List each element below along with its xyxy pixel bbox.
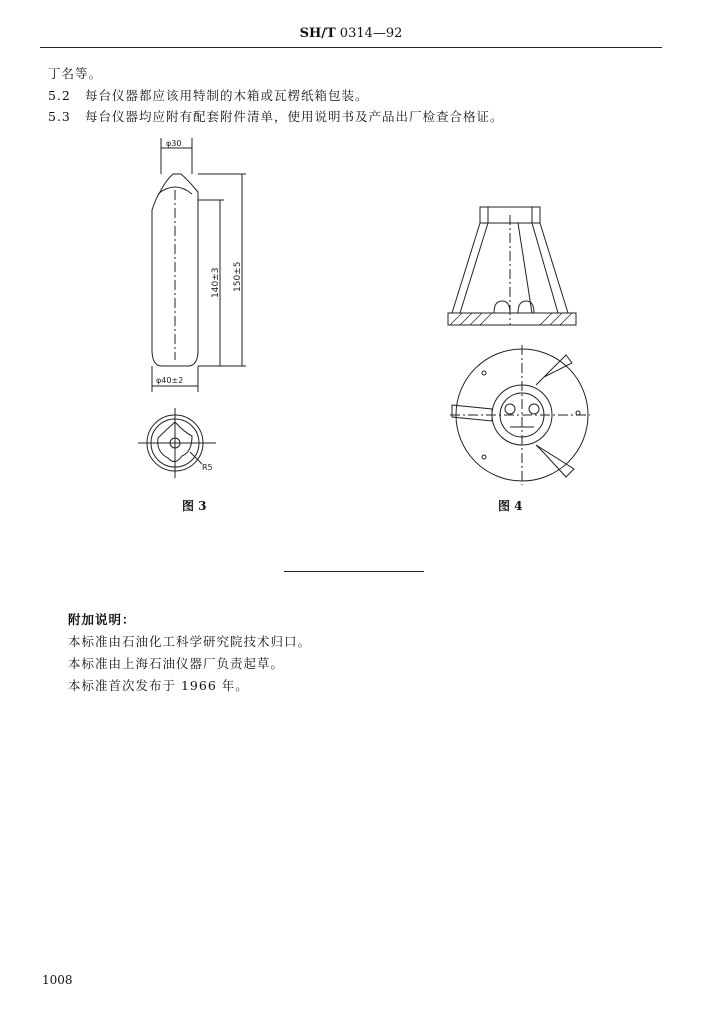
body-line-text: 丁名等。 — [48, 66, 103, 81]
clause-number: 5.3 — [48, 109, 71, 124]
dim-body-diameter: φ40±2 — [156, 376, 184, 385]
figure-4-caption: 图 4 — [498, 499, 523, 513]
body-line — [48, 86, 369, 104]
standard-number: 0314—92 — [339, 26, 403, 41]
dim-inner-length: 140±3 — [211, 267, 221, 298]
figure-3-caption: 图 3 — [182, 499, 207, 513]
body-line-text: 每台仪器均应附有配套附件清单，使用说明书及产品出厂检查合格证。 — [84, 109, 504, 124]
figure-4-drawing — [440, 195, 590, 490]
page-number: 1008 — [42, 973, 73, 987]
separator-rule — [284, 571, 424, 572]
dim-total-length: 150±5 — [233, 261, 243, 292]
header-rule — [40, 47, 662, 48]
note-line: 本标准由石油化工科学研究院技术归口。 — [68, 634, 312, 649]
figure-3-drawing — [120, 130, 270, 490]
page-header — [40, 26, 662, 41]
note-line: 本标准首次发布于 1966 年。 — [68, 678, 249, 693]
clause-number: 5.2 — [48, 88, 71, 103]
body-line — [48, 107, 504, 125]
body-line-text: 每台仪器都应该用特制的木箱或瓦楞纸箱包装。 — [84, 88, 369, 103]
note-line: 本标准由上海石油仪器厂负责起草。 — [68, 656, 285, 671]
dim-top-diameter: φ30 — [166, 139, 182, 148]
dim-radius: R5 — [202, 463, 213, 472]
notes-title: 附加说明： — [68, 612, 136, 627]
body-line — [48, 64, 102, 82]
standard-prefix: SH/T — [299, 26, 336, 41]
